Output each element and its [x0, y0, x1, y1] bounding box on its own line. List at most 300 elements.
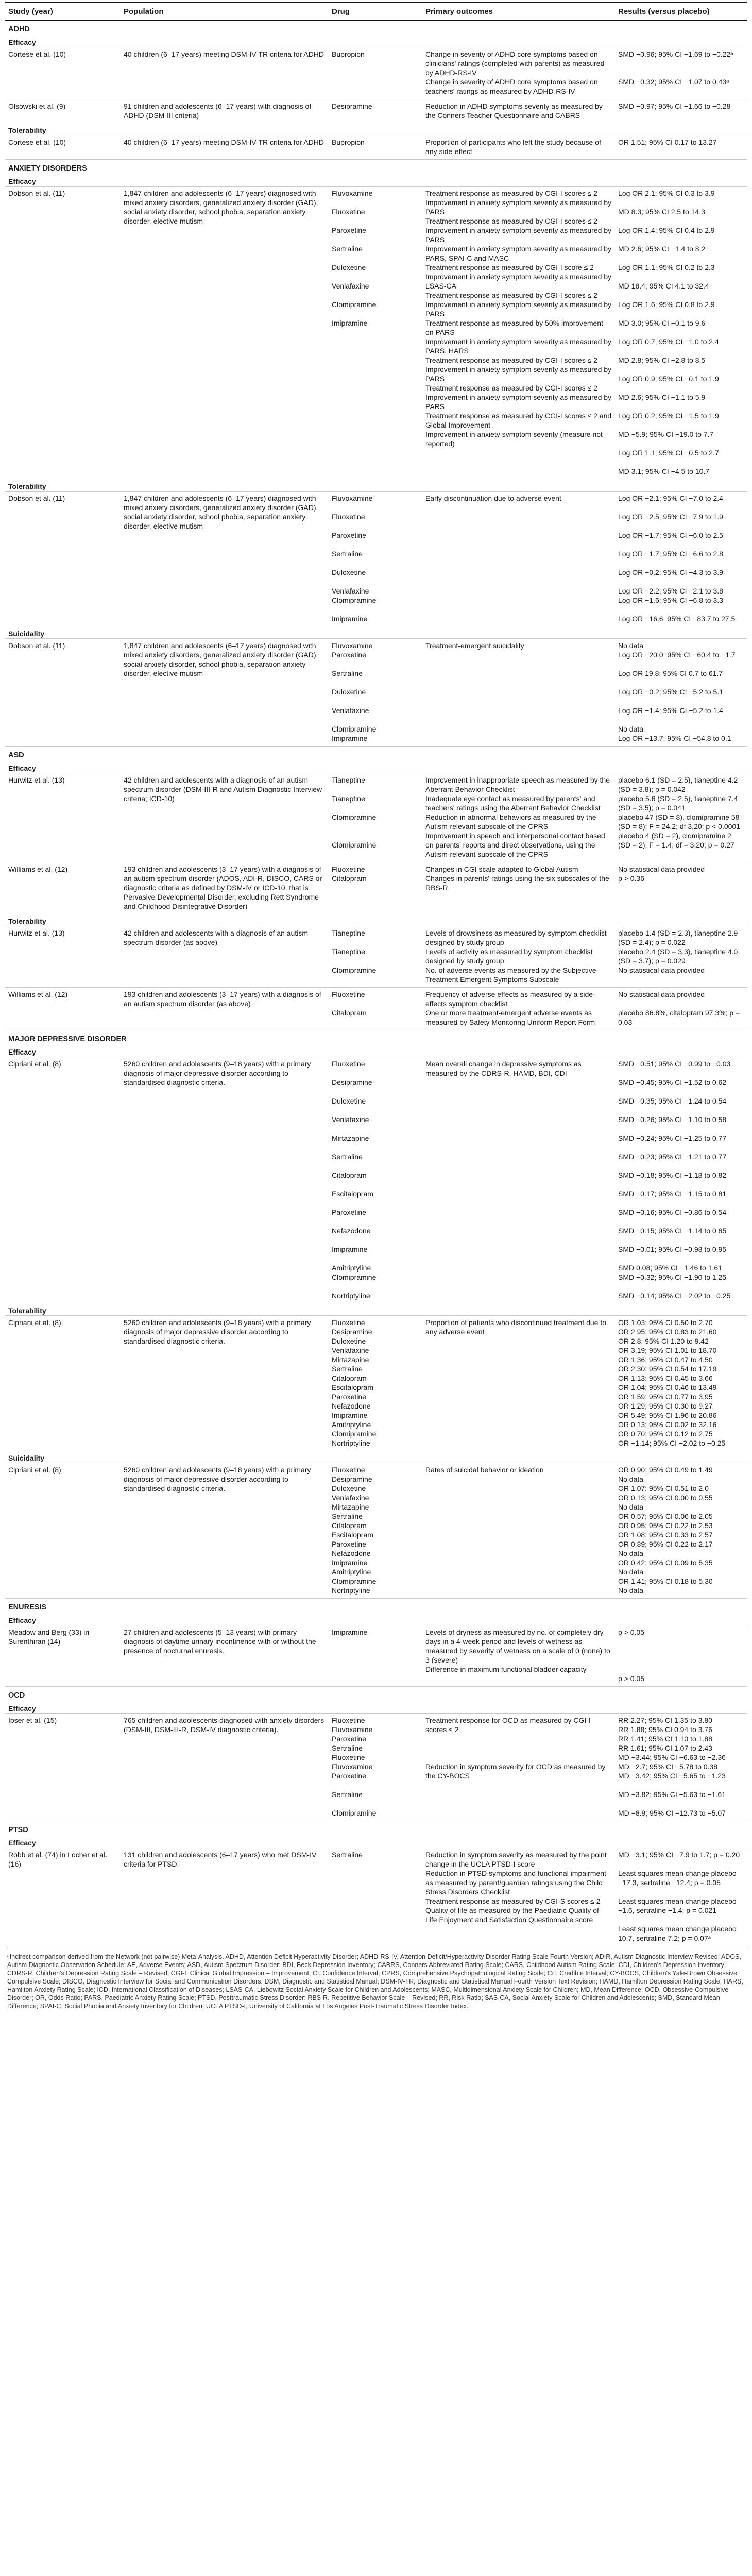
result-line: OR 0.89; 95% CI 0.22 to 2.17: [618, 1540, 713, 1548]
result-line: OR 5.49; 95% CI 1.96 to 20.86: [618, 1411, 717, 1419]
result-line: SMD −0.16; 95% CI −0.86 to 0.54: [618, 1208, 727, 1216]
result-line: OR 1.03; 95% CI 0.50 to 2.70: [618, 1318, 713, 1327]
outcome-cell: [422, 773, 615, 862]
drug-line: [332, 785, 419, 794]
outcome-line: Reduction in ADHD symptoms severity as measured by the Conners Teacher Questionnaire and CABRS: [425, 102, 603, 120]
drug-line: Imipramine: [332, 615, 368, 623]
result-cell: [615, 1316, 747, 1451]
drug-line: Sertraline: [332, 245, 363, 253]
result-cell: [615, 47, 747, 99]
result-line: Log OR −16.6; 95% CI −83.7 to 27.5: [618, 615, 736, 623]
drug-line: Desipramine: [332, 1328, 372, 1336]
result-line: OR 1.36; 95% CI 0.47 to 4.50: [618, 1355, 713, 1364]
population-cell: [121, 99, 329, 124]
section-header: [5, 1030, 747, 1045]
section-title: ENURESIS: [5, 1599, 747, 1614]
drug-line: Nortriptyline: [332, 1439, 370, 1447]
drug-line: [332, 659, 419, 669]
outcome-line: Proportion of participants who left the study because of any side-effect: [425, 138, 601, 156]
drug-cell: [329, 1057, 422, 1304]
result-cell: [615, 988, 747, 1030]
section-title: ADHD: [5, 21, 747, 36]
population-line: 91 children and adolescents (6–17 years) with diagnosis of ADHD (DSM-III criteria): [124, 102, 312, 120]
result-line: SMD −0.51; 95% CI −0.99 to −0.03: [618, 1060, 731, 1068]
subsection-header: [5, 1045, 747, 1057]
result-line: [618, 1781, 744, 1790]
population-cell: [121, 492, 329, 627]
outcome-line: Changes in CGI scale adapted to Global Autism: [425, 865, 578, 873]
outcome-line: Inadequate eye contact as measured by parents' and teachers' ratings using the Aberrant Behavior Checklist: [425, 794, 601, 812]
result-cell: [615, 492, 747, 627]
drug-cell: [329, 988, 422, 1030]
drug-line: Amitriptyline: [332, 1264, 371, 1272]
drug-line: Tianeptine: [332, 794, 365, 803]
outcome-line: Improvement in anxiety symptom severity as measured by PARS, HARS: [425, 337, 612, 355]
result-line: Log OR 0.7; 95% CI −1.0 to 2.4: [618, 337, 719, 346]
result-line: [618, 291, 744, 300]
result-line: SMD −0.96; 95% CI −1.69 to −0.22ᵃ: [618, 50, 733, 58]
subsection-title: Efficacy: [8, 1616, 36, 1624]
result-line: [618, 1087, 744, 1096]
study-cell: Hurwitz et al. (13): [5, 773, 121, 862]
result-line: Log OR 0.2; 95% CI −1.5 to 1.9: [618, 412, 719, 420]
drug-line: Bupropion: [332, 50, 365, 58]
result-line: [618, 1217, 744, 1226]
table-row: [5, 1463, 747, 1599]
result-line: MD 18.4; 95% CI 4.1 to 32.4: [618, 282, 709, 290]
result-line: Log OR −1.7; 95% CI −6.6 to 2.8: [618, 550, 723, 558]
drug-line: [332, 198, 419, 207]
drug-line: Desipramine: [332, 1475, 372, 1483]
subsection-title: Efficacy: [8, 1704, 36, 1713]
outcome-cell: [422, 187, 615, 480]
drug-line: Paroxetine: [332, 1540, 366, 1548]
outcome-line: Improvement in anxiety symptom severity (measure not reported): [425, 430, 603, 448]
result-line: OR 2.30; 95% CI 0.54 to 17.19: [618, 1365, 717, 1373]
result-line: [618, 402, 744, 411]
result-line: placebo 47 (SD = 8), clomipramine 58 (SD = 8); F = 24.2; df 3,20; p < 0.0001: [618, 813, 740, 831]
drug-cell: [329, 135, 422, 160]
result-line: [618, 198, 744, 207]
drug-line: Sertraline: [332, 550, 363, 558]
result-cell: [615, 1848, 747, 1946]
result-line: RR 2.27; 95% CI 1.35 to 3.80: [618, 1716, 712, 1724]
result-line: placebo 1.4 (SD = 2.3), tianeptine 2.9 (SD = 2.4); p = 0.022: [618, 929, 738, 946]
population-line: 40 children (6–17 years) meeting DSM-IV-TR criteria for ADHD: [124, 138, 324, 146]
outcome-line: Improvement in speech and interpersonal contact based on parents' reports and direct observations, using the Autism-relevant subscale of the CPRS: [425, 832, 605, 858]
drug-line: Citalopram: [332, 1009, 367, 1017]
drug-line: Desipramine: [332, 1078, 372, 1087]
table-row: [5, 639, 747, 747]
result-line: Log OR −0.2; 95% CI −4.3 to 3.9: [618, 568, 723, 577]
section-title: PTSD: [5, 1821, 747, 1836]
result-line: Log OR 1.1; 95% CI −0.5 to 2.7: [618, 449, 719, 457]
result-line: [618, 521, 744, 531]
drug-line: Duloxetine: [332, 1097, 366, 1105]
result-line: MD −2.7; 95% CI −5.78 to 0.38: [618, 1762, 718, 1771]
drug-line: [332, 577, 419, 586]
drug-line: Amitriptyline: [332, 1568, 371, 1576]
result-line: SMD −0.24; 95% CI −1.25 to 0.77: [618, 1134, 727, 1142]
drug-line: Paroxetine: [332, 1735, 366, 1743]
drug-line: Clomipramine: [332, 1430, 377, 1438]
result-line: SMD −0.35; 95% CI −1.24 to 0.54: [618, 1097, 727, 1105]
result-line: OR −1.14; 95% CI −2.02 to −0.25: [618, 1439, 726, 1447]
drug-line: [332, 1254, 419, 1263]
drug-line: [332, 1161, 419, 1171]
result-line: No data: [618, 1568, 644, 1576]
outcome-line: Treatment response for OCD as measured by CGI-I scores ≤ 2: [425, 1716, 591, 1734]
drug-line: Fluvoxamine: [332, 641, 373, 650]
outcome-line: Treatment response as measured by CGI-I scores ≤ 2: [425, 356, 597, 364]
outcome-line: Treatment response as measured by CGI-I scores ≤ 2: [425, 291, 597, 299]
result-line: Log OR 1.4; 95% CI 0.4 to 2.9: [618, 226, 715, 234]
table-header: [5, 3, 747, 21]
result-line: [618, 1655, 744, 1665]
drug-line: [332, 803, 419, 812]
outcome-cell: [422, 1316, 615, 1451]
drug-line: Nortriptyline: [332, 1292, 370, 1300]
subsection-title: Tolerability: [8, 126, 46, 134]
drug-cell: [329, 1625, 422, 1687]
outcome-line: Improvement in anxiety symptom severity as measured by LSAS-CA: [425, 273, 612, 290]
drug-cell: [329, 1848, 422, 1946]
result-cell: [615, 639, 747, 747]
outcome-line: Levels of dryness as measured by no. of completely dry days in a 4-week period and levels of wetness as measured by severity of wetness on a scale of 0 (none) to 3 (severe): [425, 1628, 610, 1664]
table-row: [5, 1848, 747, 1946]
section-title: ANXIETY DISORDERS: [5, 160, 747, 175]
result-line: Least squares mean change placebo −1.6, sertraline −1.4; p = 0.021: [618, 1897, 737, 1914]
drug-line: [332, 216, 419, 226]
result-line: No statistical data provided: [618, 990, 705, 998]
drug-line: Sertraline: [332, 1790, 363, 1799]
drug-line: Imipramine: [332, 734, 368, 742]
drug-line: Venlafaxine: [332, 1346, 369, 1354]
subsection-header: [5, 1613, 747, 1625]
drug-line: Clomipramine: [332, 300, 377, 309]
study-cell: Dobson et al. (11): [5, 492, 121, 627]
study-cell: Dobson et al. (11): [5, 639, 121, 747]
population-line: 42 children and adolescents with a diagnosis of an autism spectrum disorder (as above): [124, 929, 308, 946]
drug-line: [332, 715, 419, 724]
drug-cell: [329, 926, 422, 988]
drug-line: Imipramine: [332, 319, 368, 327]
result-line: OR 1.51; 95% CI 0.17 to 13.27: [618, 138, 717, 146]
outcome-line: Reduction in symptom severity for OCD as measured by the CY-BOCS: [425, 1762, 606, 1780]
outcome-line: Frequency of adverse effects as measured by a side-effects symptom checklist: [425, 990, 595, 1008]
result-line: placebo 5.6 (SD = 2.5), tianeptine 7.4 (SD = 3.5); p = 0.041: [618, 794, 738, 812]
study-cell: Cortese et al. (10): [5, 135, 121, 160]
result-line: SMD −0.97; 95% CI −1.66 to −0.28: [618, 102, 731, 110]
section-header: [5, 21, 747, 36]
drug-line: [332, 1087, 419, 1096]
result-line: Log OR −2.1; 95% CI −7.0 to 2.4: [618, 494, 723, 502]
result-line: SMD −0.32; 95% CI −1.07 to 0.43ᵃ: [618, 78, 729, 86]
drug-line: Duloxetine: [332, 263, 366, 272]
result-line: SMD −0.45; 95% CI −1.52 to 0.62: [618, 1078, 727, 1087]
result-line: [618, 1887, 744, 1896]
population-cell: [121, 988, 329, 1030]
result-line: [618, 1915, 744, 1924]
section-title: MAJOR DEPRESSIVE DISORDER: [5, 1030, 747, 1045]
result-line: MD −3.42; 95% CI −5.65 to −1.23: [618, 1772, 726, 1780]
result-line: MD −3.44; 95% CI −6.63 to −2.36: [618, 1753, 726, 1761]
table-row: [5, 135, 747, 160]
outcome-line: Treatment response as measured by CGI-I scores ≤ 2 and Global Improvement: [425, 412, 612, 429]
result-line: [618, 1198, 744, 1208]
table-row: [5, 862, 747, 914]
result-line: Least squares mean change placebo 10.7, sertraline 7.2; p = 0.07ᵃ: [618, 1925, 737, 1942]
result-line: [618, 715, 744, 724]
drug-line: Fluvoxamine: [332, 189, 373, 197]
drug-line: Paroxetine: [332, 651, 366, 659]
subsection-title: Tolerability: [8, 917, 46, 925]
drug-line: [332, 1217, 419, 1226]
drug-line: Fluvoxamine: [332, 494, 373, 502]
drug-line: Paroxetine: [332, 226, 366, 234]
result-line: No statistical data provided: [618, 966, 705, 974]
drug-line: [332, 540, 419, 549]
outcome-line: [425, 1753, 612, 1762]
drug-line: [332, 938, 419, 947]
population-line: 5260 children and adolescents (9–18 years) with a primary diagnosis of major depressive disorder according to standardised diagnostic criteria.: [124, 1318, 311, 1345]
outcome-cell: [422, 1714, 615, 1821]
outcome-cell: [422, 926, 615, 988]
outcome-cell: [422, 639, 615, 747]
subsection-header: [5, 123, 747, 135]
drug-line: [332, 558, 419, 568]
drug-line: [332, 272, 419, 281]
drug-line: Venlafaxine: [332, 706, 369, 715]
result-line: MD −3.1; 95% CI −7.9 to 1.7; p = 0.20: [618, 1851, 740, 1859]
drug-cell: [329, 99, 422, 124]
result-line: RR 1.61; 95% CI 1.07 to 2.43: [618, 1744, 712, 1752]
result-line: [618, 309, 744, 318]
table-row: [5, 926, 747, 988]
drug-line: [332, 1235, 419, 1245]
population-cell: [121, 1057, 329, 1304]
result-cell: [615, 1057, 747, 1304]
drug-line: Imipramine: [332, 1558, 368, 1567]
drug-line: [332, 1124, 419, 1133]
result-line: No data: [618, 1503, 644, 1511]
drug-line: [332, 291, 419, 300]
outcome-line: Treatment response as measured by CGI-I scores ≤ 2: [425, 217, 597, 225]
drug-line: Fluoxetine: [332, 1753, 365, 1761]
subsection-title: Efficacy: [8, 764, 36, 772]
result-line: SMD −0.15; 95% CI −1.14 to 0.85: [618, 1227, 727, 1235]
population-line: 5260 children and adolescents (9–18 years) with a primary diagnosis of major depressive disorder according to standardised diagnostic criteria.: [124, 1060, 311, 1087]
outcome-line: Treatment response as measured by CGI-S scores ≤ 2: [425, 1897, 601, 1905]
drug-line: Fluoxetine: [332, 1466, 365, 1474]
result-line: [618, 678, 744, 687]
drug-line: [332, 1106, 419, 1115]
result-line: OR 2.95; 95% CI 0.83 to 21.60: [618, 1328, 717, 1336]
result-line: Log OR 2.1; 95% CI 0.3 to 3.9: [618, 189, 715, 197]
outcome-cell: [422, 99, 615, 124]
drug-line: [332, 521, 419, 531]
drug-cell: [329, 639, 422, 747]
drug-line: Nortriptyline: [332, 1586, 370, 1595]
outcome-line: Improvement in anxiety symptom severity as measured by PARS, SPAI-C and MASC: [425, 245, 612, 262]
result-line: MD 3.1; 95% CI −4.5 to 10.7: [618, 467, 710, 476]
result-line: OR 2.8; 95% CI 1.20 to 9.42: [618, 1337, 709, 1345]
result-line: SMD −0.01; 95% CI −0.98 to 0.95: [618, 1245, 727, 1253]
drug-line: Paroxetine: [332, 1772, 366, 1780]
result-line: [618, 235, 744, 244]
results-table: [5, 2, 747, 1946]
column-header-results: Results (versus placebo): [615, 3, 747, 21]
outcome-cell: [422, 862, 615, 914]
result-line: RR 1.41; 95% CI 1.10 to 1.88: [618, 1735, 712, 1743]
study-cell: Williams et al. (12): [5, 988, 121, 1030]
table-row: [5, 988, 747, 1030]
drug-line: Clomipramine: [332, 813, 377, 821]
result-line: No statistical data provided: [618, 865, 705, 873]
outcome-line: Levels of drowsiness as measured by symptom checklist designed by study group: [425, 929, 607, 946]
drug-line: Citalopram: [332, 1521, 367, 1530]
subsection-header: [5, 626, 747, 639]
table-row: [5, 1057, 747, 1304]
subsection-title: Suicidality: [8, 630, 45, 638]
drug-line: [332, 678, 419, 687]
table-row: [5, 773, 747, 862]
drug-line: [332, 999, 419, 1008]
outcome-line: Improvement in anxiety symptom severity as measured by PARS: [425, 300, 612, 318]
drug-cell: [329, 1463, 422, 1599]
population-cell: [121, 1316, 329, 1451]
drug-line: Nefazodone: [332, 1402, 371, 1410]
result-line: [618, 1799, 744, 1808]
drug-line: Venlafaxine: [332, 587, 369, 595]
result-cell: [615, 773, 747, 862]
drug-line: [332, 1180, 419, 1189]
result-line: SMD −0.32; 95% CI −1.90 to 1.25: [618, 1273, 727, 1281]
outcome-line: Early discontinuation due to adverse event: [425, 494, 561, 502]
subsection-header: [5, 1836, 747, 1848]
population-cell: [121, 639, 329, 747]
drug-line: Fluoxetine: [332, 208, 365, 216]
subsection-title: Efficacy: [8, 1048, 36, 1056]
result-line: SMD −0.26; 95% CI −1.10 to 0.58: [618, 1115, 727, 1124]
result-line: No data: [618, 1549, 644, 1557]
subsection-header: [5, 35, 747, 47]
drug-cell: [329, 492, 422, 627]
drug-line: Paroxetine: [332, 1393, 366, 1401]
drug-line: [332, 956, 419, 965]
study-cell: Dobson et al. (11): [5, 187, 121, 480]
drug-line: [332, 1781, 419, 1790]
result-line: SMD 0.08; 95% CI −1.46 to 1.61: [618, 1264, 722, 1272]
result-line: SMD −0.17; 95% CI −1.15 to 0.81: [618, 1190, 727, 1198]
drug-line: Mirtazapine: [332, 1355, 369, 1364]
drug-line: [332, 1799, 419, 1808]
drug-line: Clomipramine: [332, 841, 377, 849]
study-cell: Cipriani et al. (8): [5, 1316, 121, 1451]
result-line: OR 0.70; 95% CI 0.12 to 2.75: [618, 1430, 713, 1438]
result-line: OR 0.13; 95% CI 0.02 to 32.16: [618, 1420, 717, 1429]
subsection-header: [5, 174, 747, 187]
drug-line: Clomipramine: [332, 1809, 377, 1817]
drug-line: Clomipramine: [332, 1577, 377, 1585]
column-header-population: Population: [121, 3, 329, 21]
outcome-line: Reduction in PTSD symptoms and functional impairment as measured by parent/guardian ratings using the Child Stress Disorders Checklist: [425, 1869, 606, 1896]
drug-line: Tianeptine: [332, 929, 365, 937]
result-line: OR 0.95; 95% CI 0.22 to 2.53: [618, 1521, 713, 1530]
outcome-cell: [422, 1057, 615, 1304]
outcome-line: Treatment response as measured by CGI-I scores ≤ 2: [425, 384, 597, 392]
drug-line: Fluoxetine: [332, 1318, 365, 1327]
drug-line: Imipramine: [332, 1411, 368, 1419]
drug-line: Fluoxetine: [332, 865, 365, 873]
outcome-cell: [422, 1463, 615, 1599]
population-line: 27 children and adolescents (5–13 years) with primary diagnosis of daytime urinary incontinence with or without the presence of nocturnal enuresis.: [124, 1628, 316, 1655]
result-line: placebo 6.1 (SD = 2.5), tianeptine 4.2 (SD = 3.8); p = 0.042: [618, 776, 738, 793]
result-cell: [615, 1714, 747, 1821]
result-line: placebo 86.8%, citalopram 97.3%; p = 0.03: [618, 1009, 740, 1026]
result-line: [618, 1161, 744, 1171]
result-line: [618, 346, 744, 355]
result-line: No data: [618, 1586, 644, 1595]
outcome-line: Proportion of patients who discontinued treatment due to any adverse event: [425, 1318, 606, 1336]
result-line: Log OR −2.5; 95% CI −7.9 to 1.9: [618, 513, 723, 521]
result-line: [618, 365, 744, 374]
outcome-line: No. of adverse events as measured by the Subjective Treatment Emergent Symptoms Subscale: [425, 966, 596, 984]
result-line: [618, 605, 744, 614]
result-line: MD 2.6; 95% CI −1.4 to 8.2: [618, 245, 706, 253]
result-cell: [615, 862, 747, 914]
outcome-line: Improvement in anxiety symptom severity as measured by PARS: [425, 393, 612, 411]
result-cell: [615, 1625, 747, 1687]
table-row: [5, 47, 747, 99]
result-line: MD 8.3; 95% CI 2.5 to 14.3: [618, 208, 705, 216]
population-line: 765 children and adolescents diagnosed with anxiety disorders (DSM-III, DSM-III-R, DSM-IV diagnostic criteria).: [124, 1716, 324, 1734]
drug-cell: [329, 187, 422, 480]
drug-line: Clomipramine: [332, 725, 377, 733]
study-cell: Cipriani et al. (8): [5, 1057, 121, 1304]
drug-line: Escitalopram: [332, 1383, 373, 1392]
drug-line: Citalopram: [332, 1374, 367, 1382]
outcome-line: [425, 1734, 612, 1743]
result-cell: [615, 187, 747, 480]
drug-line: [332, 503, 419, 512]
result-line: Log OR −2.2; 95% CI −2.1 to 3.8: [618, 587, 723, 595]
result-line: [618, 59, 744, 68]
table-row: [5, 492, 747, 627]
drug-line: Fluoxetine: [332, 1060, 365, 1068]
outcome-cell: [422, 492, 615, 627]
subsection-title: Efficacy: [8, 177, 36, 185]
section-header: [5, 1687, 747, 1702]
outcome-line: Change in severity of ADHD core symptoms based on teachers' ratings as measured by ADHD-RS-IV: [425, 78, 598, 95]
outcome-line: Treatment-emergent suicidality: [425, 641, 524, 650]
result-line: SMD −0.23; 95% CI −1.21 to 0.77: [618, 1153, 727, 1161]
result-line: OR 1.13; 95% CI 0.45 to 3.66: [618, 1374, 713, 1382]
result-line: MD −3.82; 95% CI −5.63 to −1.61: [618, 1790, 726, 1799]
drug-cell: [329, 1714, 422, 1821]
drug-line: Mirtazapine: [332, 1503, 369, 1511]
subsection-header: [5, 1303, 747, 1316]
result-line: [618, 272, 744, 281]
result-line: OR 1.59; 95% CI 0.77 to 3.95: [618, 1393, 713, 1401]
result-line: Log OR 0.9; 95% CI −0.1 to 1.9: [618, 375, 719, 383]
section-header: [5, 747, 747, 761]
population-cell: [121, 1463, 329, 1599]
result-line: OR 1.04; 95% CI 0.46 to 13.49: [618, 1383, 717, 1392]
result-line: [618, 1235, 744, 1245]
population-line: 40 children (6–17 years) meeting DSM-IV-TR criteria for ADHD: [124, 50, 324, 58]
result-line: No data: [618, 641, 644, 650]
